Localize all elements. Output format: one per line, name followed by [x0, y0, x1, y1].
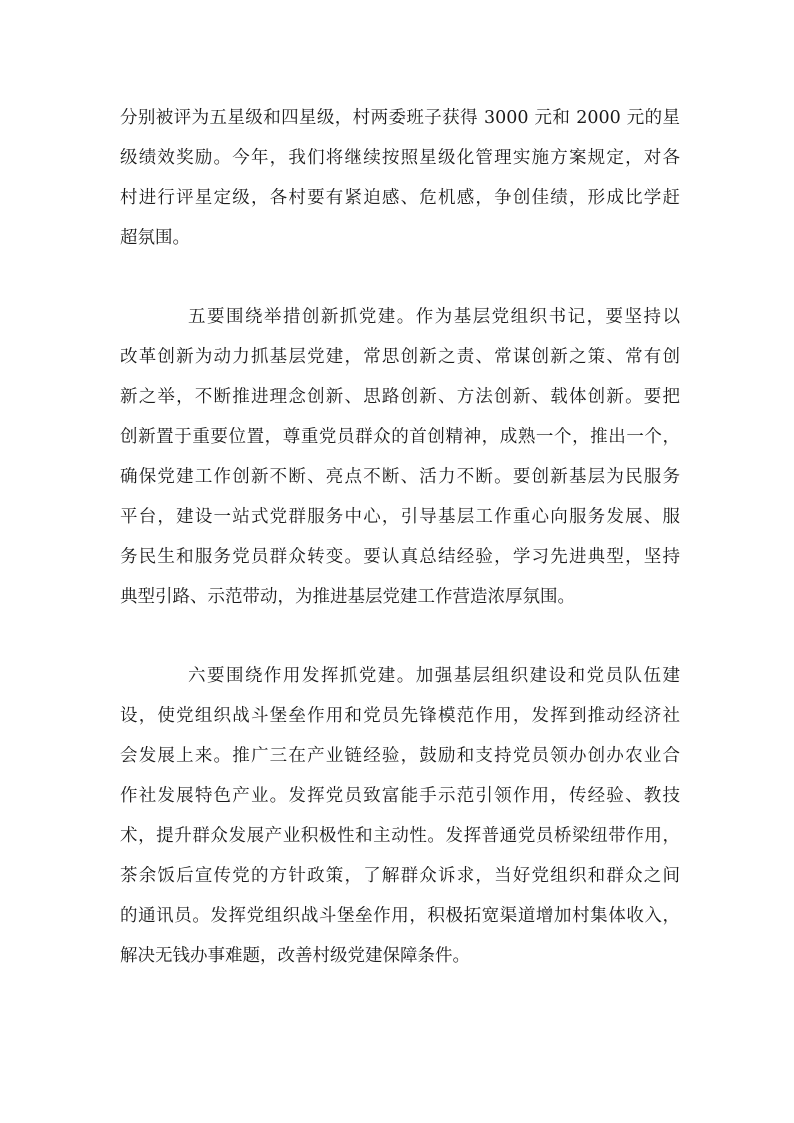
text-line: 新之举，不断推进理念创新、思路创新、方法创新、载体创新。要把 — [120, 387, 680, 407]
text-line: 的通讯员。发挥党组织战斗堡垒作用，积极拓宽渠道增加村集体收入， — [120, 906, 680, 926]
text-line: 五要围绕举措创新抓党建。作为基层党组织书记，要坚持以 — [188, 307, 680, 327]
text-line: 六要围绕作用发挥抓党建。加强基层组织建设和党员队伍建 — [188, 666, 680, 686]
text-line: 分别被评为五星级和四星级，村两委班子获得 3000 元和 2000 元的星 — [120, 108, 680, 128]
paragraph-six-role — [120, 656, 680, 976]
text-line: 务民生和服务党员群众转变。要认真总结经验，学习先进典型，坚持 — [120, 547, 680, 567]
text-line: 会发展上来。推广三在产业链经验，鼓励和支持党员领办创办农业合 — [120, 746, 680, 766]
text-line: 级绩效奖励。今年，我们将继续按照星级化管理实施方案规定，对各 — [120, 148, 680, 168]
text-line: 平台，建设一站式党群服务中心，引导基层工作重心向服务发展、服 — [120, 507, 680, 527]
text-line: 超氛围。 — [120, 228, 190, 248]
paragraph-five-innovation — [120, 297, 680, 617]
paragraph-continued — [120, 98, 680, 258]
text-line: 改革创新为动力抓基层党建，常思创新之责、常谋创新之策、常有创 — [120, 347, 680, 367]
text-line: 确保党建工作创新不断、亮点不断、活力不断。要创新基层为民服务 — [120, 467, 680, 487]
text-line: 作社发展特色产业。发挥党员致富能手示范引领作用，传经验、教技 — [120, 786, 680, 806]
text-line: 村进行评星定级，各村要有紧迫感、危机感，争创佳绩，形成比学赶 — [120, 188, 680, 208]
text-line: 术，提升群众发展产业积极性和主动性。发挥普通党员桥梁纽带作用， — [120, 826, 680, 846]
text-line: 设，使党组织战斗堡垒作用和党员先锋模范作用，发挥到推动经济社 — [120, 706, 680, 726]
text-line: 茶余饭后宣传党的方针政策，了解群众诉求，当好党组织和群众之间 — [120, 866, 680, 886]
text-line: 典型引路、示范带动，为推进基层党建工作营造浓厚氛围。 — [120, 587, 575, 607]
text-line: 解决无钱办事难题，改善村级党建保障条件。 — [120, 946, 470, 966]
text-line: 创新置于重要位置，尊重党员群众的首创精神，成熟一个，推出一个， — [120, 427, 680, 447]
